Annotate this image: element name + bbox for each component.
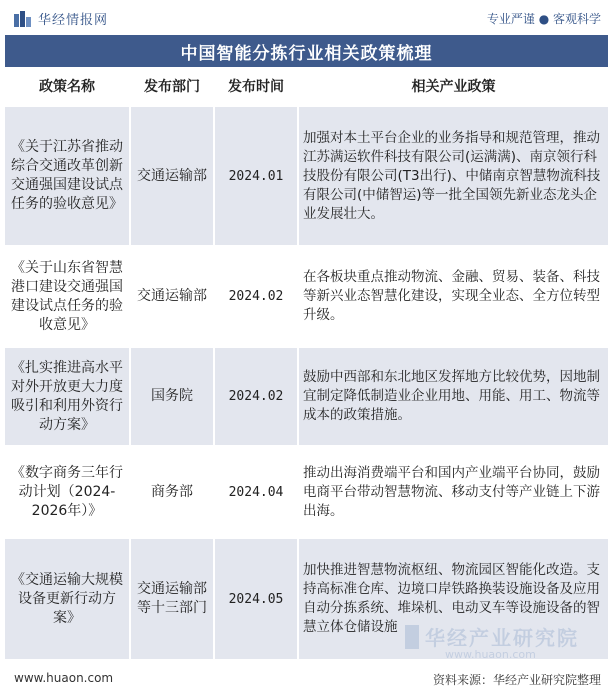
policy-name: 《数字商务三年行动计划（2024-2026年）》 bbox=[5, 447, 131, 539]
column-header: 发布部门 bbox=[131, 67, 215, 107]
watermark-text: 华经产业研究院 bbox=[425, 626, 579, 650]
table-row bbox=[5, 539, 608, 661]
policy-name: 《交通运输大规模设备更新行动方案》 bbox=[5, 539, 131, 661]
department: 交通运输部等十三部门 bbox=[131, 539, 215, 661]
policy-name: 《扎实推进高水平对外开放更大力度吸引和利用外资行动方案》 bbox=[5, 348, 131, 447]
release-date: 2024.02 bbox=[215, 247, 299, 348]
brand-name: 华经情报网 bbox=[38, 13, 109, 28]
release-date: 2024.01 bbox=[215, 107, 299, 247]
brand bbox=[14, 9, 108, 28]
policy-content: 在各板块重点推动物流、金融、贸易、装备、科技等新兴业态智慧化建设，实现全业态、全方位转型升级。 bbox=[299, 247, 608, 348]
department: 交通运输部 bbox=[131, 247, 215, 348]
table-row bbox=[5, 447, 608, 539]
slogan: 专业严谨 ● 客观科学 bbox=[486, 12, 601, 26]
table-header-row bbox=[5, 67, 608, 107]
table-row bbox=[5, 348, 608, 447]
brand-logo-icon bbox=[14, 11, 32, 27]
policy-content: 鼓励中西部和东北地区发挥地方比较优势，因地制宜制定降低制造业企业用地、用能、用工、物流等成本的政策措施。 bbox=[299, 348, 608, 447]
policy-name: 《关于山东省智慧港口建设交通强国建设试点任务的验收意见》 bbox=[5, 247, 131, 348]
policy-name: 《关于江苏省推动综合交通改革创新交通强国建设试点任务的验收意见》 bbox=[5, 107, 131, 247]
policy-content: 加快推进智慧物流枢纽、物流园区智能化改造。支持高标准仓库、边境口岸铁路换装设施设备及应用自动分拣系统、堆垛机、电动叉车等设施设备的智慧立体仓储设施 bbox=[299, 539, 608, 661]
page-title: 中国智能分拣行业相关政策梳理 bbox=[180, 43, 433, 64]
table-row bbox=[5, 247, 608, 348]
department: 商务部 bbox=[131, 447, 215, 539]
release-date: 2024.04 bbox=[215, 447, 299, 539]
column-header: 发布时间 bbox=[215, 67, 299, 107]
title-bar bbox=[5, 35, 608, 67]
policy-content: 加强对本土平台企业的业务指导和规范管理，推动江苏满运软件科技有限公司(运满满)、南京领行科技股份有限公司(T3出行)、中储南京智慧物流科技有限公司(中储智运)等一批全国领先新业态龙头企业发展壮大。 bbox=[299, 107, 608, 247]
release-date: 2024.02 bbox=[215, 348, 299, 447]
policy-content: 推动出海消费端平台和国内产业端平台协同，鼓励电商平台带动智慧物流、移动支付等产业链上下游出海。 bbox=[299, 447, 608, 539]
department: 国务院 bbox=[131, 348, 215, 447]
department: 交通运输部 bbox=[131, 107, 215, 247]
footer-url[interactable]: www.huaon.com bbox=[14, 671, 114, 685]
footer bbox=[0, 668, 613, 697]
release-date: 2024.05 bbox=[215, 539, 299, 661]
table-row bbox=[5, 107, 608, 247]
column-header: 政策名称 bbox=[5, 67, 131, 107]
source-note: 资料来源：华经产业研究院整理 bbox=[432, 673, 601, 687]
policy-table bbox=[5, 67, 608, 661]
top-bar bbox=[0, 0, 613, 35]
column-header: 相关产业政策 bbox=[299, 67, 608, 107]
watermark-url: www.huaon.com bbox=[445, 648, 536, 661]
